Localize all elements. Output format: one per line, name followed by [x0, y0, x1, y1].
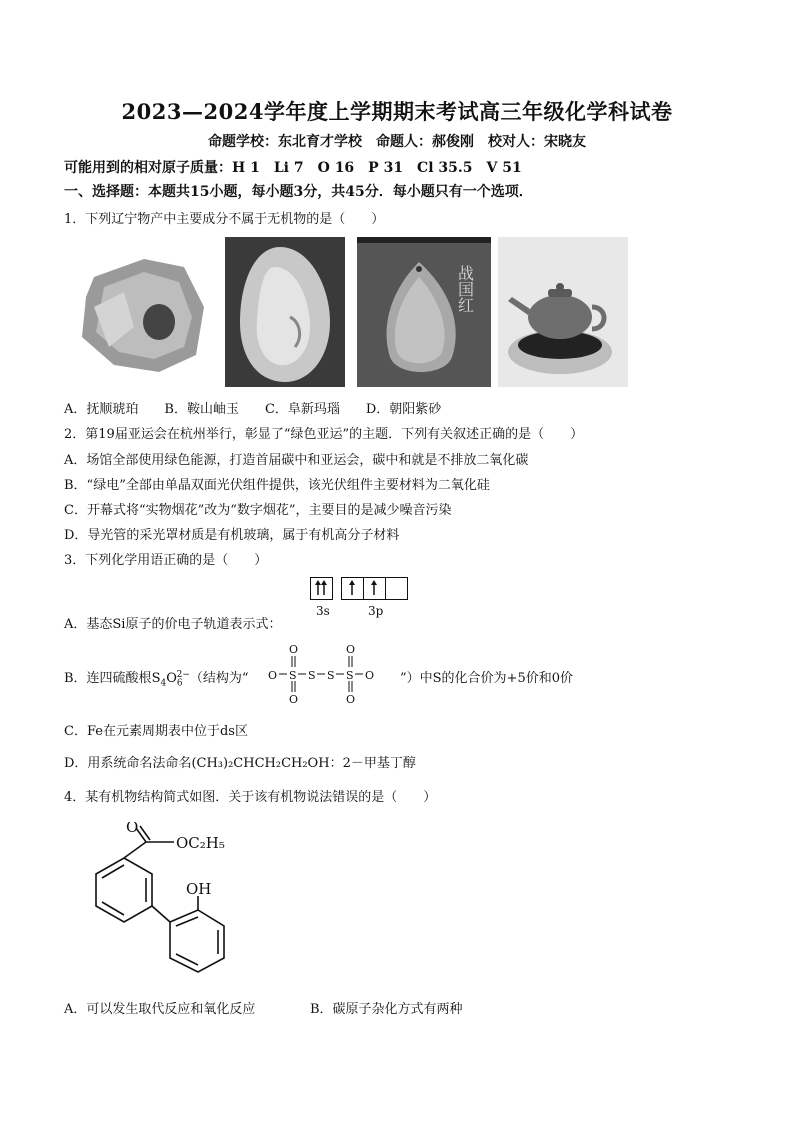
option-b-struct-post: ”）中S的化合价为+5价和0价 — [400, 671, 573, 686]
orbital-3p-label: 3p — [368, 604, 384, 618]
question-2-option-a: A．场馆全部使用绿色能源，打造首届碳中和亚运会，碳中和就是不排放二氧化碳 — [64, 453, 529, 468]
question-2-option-b: B．“绿电”全部由单晶双面光伏组件提供，该光伏组件主要材料为二氧化硅 — [64, 478, 490, 493]
tetrathionate-structure — [264, 643, 414, 705]
question-4-option-a: A．可以发生取代反应和氧化反应 — [64, 1002, 256, 1017]
question-1-stem: 1．下列辽宁物产中主要成分不属于无机物的是（ ） — [64, 212, 385, 227]
section-heading: 一、选择题：本题共15小题，每小题3分，共45分．每小题只有一个选项． — [64, 184, 533, 200]
up-arrow-icon — [364, 578, 384, 598]
ion-s-count: 4 — [160, 678, 167, 689]
svg-text:O: O — [289, 643, 299, 656]
svg-text:O: O — [268, 669, 278, 682]
svg-text:S: S — [308, 669, 316, 682]
question-1-options: A．抚顺琥珀 B．鞍山岫玉 C．阜新玛瑙 D．朝阳紫砂 — [64, 402, 442, 417]
up-arrows-icon — [311, 578, 331, 598]
question-3-option-a: A．基态Si原子的价电子轨道表示式： — [64, 617, 282, 632]
exam-title: 2023—2024学年度上学期期末考试高三年级化学科试卷 — [121, 99, 673, 124]
seal-text: 战国红 — [455, 265, 475, 313]
question-3-option-d — [64, 752, 416, 771]
question-2-option-c: C．开幕式将“实物烟花”改为“数字烟花”，主要目的是减少噪音污染 — [64, 503, 452, 518]
svg-text:S: S — [327, 669, 335, 682]
question-3-option-c: C．Fe在元素周期表中位于ds区 — [64, 724, 248, 739]
ion-o: O — [166, 671, 177, 686]
xiuyan-jade-photo — [225, 237, 345, 387]
orbital-3s-label: 3s — [316, 604, 330, 618]
question-2-stem: 2．第19届亚运会在杭州举行，彰显了“绿色亚运”的主题．下列有关叙述正确的是（ ） — [64, 427, 584, 442]
carbonyl-o-label: O — [126, 822, 139, 836]
exam-subtitle: 命题学校：东北育才学校 命题人：郝俊刚 校对人：宋晓友 — [208, 134, 586, 150]
question-3-option-b — [64, 667, 249, 689]
option-b-struct-pre: （结构为“ — [189, 671, 249, 686]
hydroxyl-label: OH — [186, 880, 212, 898]
question-2-option-d: D．导光管的采光罩材质是有机玻璃，属于有机高分子材料 — [64, 528, 400, 543]
option-d-prefix: D．用系统命名法命名 — [64, 756, 192, 771]
amber-photo — [64, 237, 210, 387]
svg-text:S: S — [346, 669, 354, 682]
svg-text:O: O — [289, 693, 299, 705]
svg-text:O: O — [365, 669, 375, 682]
svg-text:O: O — [346, 643, 356, 656]
ion-charge: 2− — [176, 669, 190, 680]
question-4-option-b: B．碳原子杂化方式有两种 — [310, 1002, 463, 1017]
orbital-3p-box-3 — [385, 577, 408, 600]
up-arrow-icon — [342, 578, 362, 598]
orbital-3p-box-2 — [363, 577, 386, 600]
svg-text:S: S — [289, 669, 297, 682]
svg-text:O: O — [346, 693, 356, 705]
atomic-masses: 可能用到的相对原子质量：H 1 Li 7 O 16 P 31 Cl 35.5 V 51 — [64, 160, 522, 176]
option-d-name: ：2－甲基丁醇 — [329, 756, 416, 771]
zisha-teapot-photo — [498, 237, 628, 387]
orbital-3s-box — [310, 577, 333, 600]
option-b-prefix: B．连四硫酸根 — [64, 671, 152, 686]
question-4-stem: 4．某有机物结构简式如图．关于该有机物说法错误的是（ ） — [64, 790, 437, 805]
ethoxy-label: OC₂H₅ — [176, 834, 225, 852]
molecule-structure — [66, 822, 266, 982]
ion-s: S — [151, 671, 161, 686]
question-3-stem: 3．下列化学用语正确的是（ ） — [64, 553, 268, 568]
ion-o-count: 6 — [176, 678, 183, 689]
option-d-formula: (CH₃)₂CHCH₂CH₂OH — [191, 756, 330, 771]
agate-photo — [357, 237, 491, 387]
orbital-3p-box-1 — [341, 577, 364, 600]
